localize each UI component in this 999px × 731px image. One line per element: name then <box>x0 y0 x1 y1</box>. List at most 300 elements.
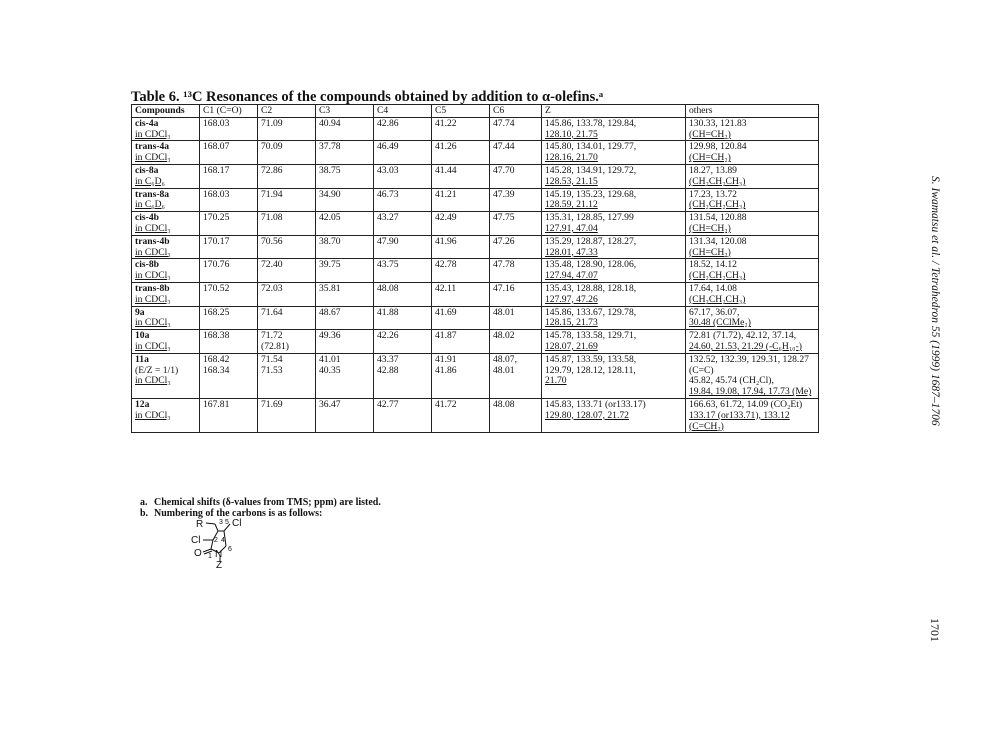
structure-label: R <box>196 519 204 530</box>
c2-cell <box>258 398 316 432</box>
solvent: in CDCl₃ <box>135 246 171 258</box>
c3-cell-line: 38.75 <box>319 164 341 176</box>
c4-cell <box>374 398 432 432</box>
compound-cell <box>132 212 200 236</box>
z-cell-line: 127.97, 47.26 <box>545 293 598 305</box>
solvent: in CDCl₃ <box>135 375 171 387</box>
c3-cell-line: 34.90 <box>319 188 341 200</box>
z-cell <box>542 282 686 306</box>
z-cell-line: 145.87, 133.59, 133.58, <box>545 353 637 365</box>
c6-cell <box>490 306 542 330</box>
z-cell <box>542 235 686 259</box>
c6-cell <box>490 259 542 283</box>
c3-cell-line: 38.70 <box>319 235 341 247</box>
column-header: others <box>686 105 819 118</box>
c5-cell-line: 41.87 <box>435 330 457 342</box>
c3-cell <box>316 353 374 398</box>
c4-cell-line: 42.88 <box>377 364 399 376</box>
others-cell <box>686 212 819 236</box>
others-cell-line: 67.17, 36.07, <box>689 306 740 318</box>
table-row <box>132 235 819 259</box>
c5-cell <box>432 212 490 236</box>
c4-cell <box>374 306 432 330</box>
others-cell-line: 131.54, 120.88 <box>689 212 747 224</box>
z-cell-line: 145.86, 133.67, 129.78, <box>545 306 637 318</box>
table-header-row <box>132 105 819 118</box>
c5-cell <box>432 330 490 354</box>
c3-cell-line: 42.05 <box>319 212 341 224</box>
c2-cell <box>258 259 316 283</box>
z-cell <box>542 398 686 432</box>
others-cell <box>686 398 819 432</box>
c4-cell <box>374 188 432 212</box>
compound-name: trans-4b <box>135 235 170 247</box>
c6-cell <box>490 282 542 306</box>
c1-cell-line: 170.17 <box>203 235 230 247</box>
solvent: in C₆D₆ <box>135 199 165 211</box>
c4-cell <box>374 164 432 188</box>
others-cell <box>686 188 819 212</box>
compound-name: trans-8a <box>135 188 170 200</box>
c3-cell <box>316 212 374 236</box>
others-cell <box>686 353 819 398</box>
c6-cell-line: 48.01 <box>493 306 515 318</box>
solvent: in CDCl₃ <box>135 340 171 352</box>
column-header: Compounds <box>132 105 200 118</box>
z-cell-line: 128.15, 21.73 <box>545 317 598 329</box>
c4-cell-line: 46.49 <box>377 141 399 153</box>
c1-cell <box>200 306 258 330</box>
z-cell-line: 145.19, 135.23, 129.68, <box>545 188 637 200</box>
c1-cell-line: 168.42 <box>203 353 230 365</box>
c4-cell-line: 43.27 <box>377 212 399 224</box>
c6-cell <box>490 164 542 188</box>
c5-cell-line: 41.86 <box>435 364 457 376</box>
compound-cell <box>132 282 200 306</box>
c1-cell-line: 168.03 <box>203 117 230 129</box>
table-row <box>132 164 819 188</box>
c4-cell-line: 47.90 <box>377 235 399 247</box>
c5-cell <box>432 259 490 283</box>
c1-cell <box>200 188 258 212</box>
c6-cell-line: 47.70 <box>493 164 515 176</box>
structure-label: 3 <box>219 519 223 526</box>
c4-cell-line: 42.26 <box>377 330 399 342</box>
c4-cell <box>374 330 432 354</box>
footnote-a: Chemical shifts (δ-values from TMS; ppm) are listed. <box>154 497 381 508</box>
others-cell-line: 24.60, 21.53, 21.29 (-C₆H₁₀-) <box>689 340 802 352</box>
c1-cell-line: 168.25 <box>203 306 230 318</box>
c1-cell-line: 168.03 <box>203 188 230 200</box>
solvent: in CDCl₃ <box>135 270 171 282</box>
z-cell-line: 21.70 <box>545 375 567 387</box>
structure-label: N <box>215 549 223 560</box>
c2-cell <box>258 164 316 188</box>
c6-cell-line: 47.78 <box>493 259 515 271</box>
c2-cell <box>258 117 316 141</box>
c3-cell <box>316 398 374 432</box>
c1-cell <box>200 330 258 354</box>
c1-cell-line: 168.17 <box>203 164 230 176</box>
c5-cell-line: 41.69 <box>435 306 457 318</box>
c5-cell-line: 41.21 <box>435 188 457 200</box>
structure-label: O <box>194 548 202 559</box>
others-cell <box>686 306 819 330</box>
column-header: C6 <box>490 105 542 118</box>
table-title: Table 6. ¹³C Resonances of the compounds obtained by addition to α-olefins.ᵃ <box>131 89 604 105</box>
others-cell-line: (CH=CH₂) <box>689 222 731 234</box>
z-cell-line: 145.83, 133.71 (or133.17) <box>545 398 646 410</box>
c4-cell <box>374 212 432 236</box>
c6-cell-line: 48.08 <box>493 398 515 410</box>
others-cell-line: 130.33, 121.83 <box>689 117 747 129</box>
others-cell <box>686 117 819 141</box>
c2-cell-line: 71.72 <box>261 330 283 342</box>
c3-cell <box>316 306 374 330</box>
footnote-b: Numbering of the carbons is as follows: <box>154 508 323 519</box>
c3-cell <box>316 259 374 283</box>
z-cell-line: 128.10, 21.75 <box>545 128 598 140</box>
c4-cell-line: 46.73 <box>377 188 399 200</box>
table-row <box>132 212 819 236</box>
z-cell-line: 145.28, 134.91, 129.72, <box>545 164 637 176</box>
compound-cell <box>132 259 200 283</box>
others-cell-line: 18.52, 14.12 <box>689 259 737 271</box>
z-cell-line: 129.80, 128.07, 21.72 <box>545 409 629 421</box>
z-cell <box>542 188 686 212</box>
c3-cell-line: 39.75 <box>319 259 341 271</box>
c5-cell-line: 41.91 <box>435 353 457 365</box>
z-cell-line: 129.79, 128.12, 128.11, <box>545 364 636 376</box>
c5-cell-line: 41.96 <box>435 235 457 247</box>
c5-cell <box>432 353 490 398</box>
c5-cell-line: 41.22 <box>435 117 457 129</box>
c6-cell-line: 47.75 <box>493 212 515 224</box>
c5-cell <box>432 141 490 165</box>
z-cell-line: 128.16, 21.70 <box>545 152 598 164</box>
c4-cell-line: 43.03 <box>377 164 399 176</box>
c2-cell <box>258 353 316 398</box>
c6-cell <box>490 117 542 141</box>
table-row <box>132 282 819 306</box>
c2-cell-line: (72.81) <box>261 340 289 352</box>
c2-cell-line: 72.86 <box>261 164 283 176</box>
others-cell-line: (CH=CH₂) <box>689 128 731 140</box>
c6-cell <box>490 235 542 259</box>
c6-cell-line: 47.39 <box>493 188 515 200</box>
z-cell-line: 135.48, 128.90, 128.06, <box>545 259 637 271</box>
c2-cell <box>258 235 316 259</box>
others-cell-line: (CH=CH₂) <box>689 152 731 164</box>
solvent: (E/Z = 1/1) <box>135 364 179 376</box>
compound-cell <box>132 141 200 165</box>
c4-cell-line: 41.88 <box>377 306 399 318</box>
z-cell-line: 145.80, 134.01, 129.77, <box>545 141 637 153</box>
z-cell-line: 135.43, 128.88, 128.18, <box>545 282 637 294</box>
z-cell-line: 128.07, 21.69 <box>545 340 598 352</box>
compound-cell <box>132 330 200 354</box>
page-number: 1701 <box>928 618 942 642</box>
compound-name: trans-8b <box>135 282 170 294</box>
structure-label: Z <box>216 560 223 568</box>
compound-name: cis-8b <box>135 259 159 271</box>
c1-cell-line: 170.25 <box>203 212 230 224</box>
c6-cell-line: 48.01 <box>493 364 515 376</box>
solvent: in CDCl₃ <box>135 317 171 329</box>
others-cell-line: 17.23, 13.72 <box>689 188 737 200</box>
compound-cell <box>132 398 200 432</box>
c5-cell-line: 42.11 <box>435 282 457 294</box>
c1-cell <box>200 259 258 283</box>
c2-cell-line: 71.09 <box>261 117 283 129</box>
table-row <box>132 141 819 165</box>
solvent: in C₆D₆ <box>135 175 165 187</box>
c3-cell-line: 35.81 <box>319 282 341 294</box>
c2-cell-line: 70.09 <box>261 141 283 153</box>
c3-cell-line: 37.78 <box>319 141 341 153</box>
z-cell-line: 128.59, 21.12 <box>545 199 598 211</box>
others-cell-line: 132.52, 132.39, 129.31, 128.27 (C=C) <box>689 353 809 376</box>
structure-label: Cl <box>232 518 242 529</box>
structure-label: 6 <box>228 546 232 553</box>
column-header: C4 <box>374 105 432 118</box>
c2-cell <box>258 330 316 354</box>
z-cell <box>542 212 686 236</box>
c1-cell-line: 170.52 <box>203 282 230 294</box>
c4-cell <box>374 353 432 398</box>
c3-cell-line: 48.67 <box>319 306 341 318</box>
z-cell-line: 135.29, 128.87, 128.27, <box>545 235 637 247</box>
table-row <box>132 353 819 398</box>
others-cell <box>686 235 819 259</box>
journal-reference: S. Iwamatsu et al. / Tetrahedron 55 (1999) 1687–1706 <box>929 176 941 426</box>
c6-cell <box>490 330 542 354</box>
c3-cell-line: 40.35 <box>319 364 341 376</box>
c2-cell-line: 71.08 <box>261 212 283 224</box>
others-cell-line: 72.81 (71.72), 42.12, 37.14, <box>689 330 797 342</box>
c1-cell <box>200 353 258 398</box>
c3-cell-line: 36.47 <box>319 398 341 410</box>
c3-cell-line: 40.94 <box>319 117 341 129</box>
c4-cell <box>374 282 432 306</box>
c6-cell-line: 47.74 <box>493 117 515 129</box>
carbon-numbering-structure <box>186 518 266 568</box>
compound-cell <box>132 117 200 141</box>
c5-cell <box>432 188 490 212</box>
table-row <box>132 306 819 330</box>
compound-cell <box>132 235 200 259</box>
others-cell-line: 45.82, 45.74 (CH₂Cl), <box>689 375 774 387</box>
c6-cell <box>490 398 542 432</box>
z-cell <box>542 141 686 165</box>
solvent: in CDCl₃ <box>135 128 171 140</box>
solvent: in CDCl₃ <box>135 409 171 421</box>
c5-cell-line: 41.26 <box>435 141 457 153</box>
c2-cell <box>258 141 316 165</box>
others-cell <box>686 259 819 283</box>
c1-cell-line: 168.34 <box>203 364 230 376</box>
c2-cell <box>258 282 316 306</box>
c6-cell-line: 47.16 <box>493 282 515 294</box>
table-row <box>132 188 819 212</box>
table-row <box>132 398 819 432</box>
compound-name: 11a <box>135 353 149 365</box>
c4-cell-line: 48.08 <box>377 282 399 294</box>
c1-cell-line: 170.76 <box>203 259 230 271</box>
solvent: in CDCl₃ <box>135 293 171 305</box>
c5-cell <box>432 398 490 432</box>
compound-name: cis-4b <box>135 212 159 224</box>
c1-cell <box>200 141 258 165</box>
c3-cell-line: 41.01 <box>319 353 341 365</box>
c5-cell <box>432 306 490 330</box>
z-cell <box>542 306 686 330</box>
column-header: C2 <box>258 105 316 118</box>
c2-cell-line: 71.64 <box>261 306 283 318</box>
compound-cell <box>132 164 200 188</box>
z-cell <box>542 164 686 188</box>
others-cell-line: (CH₂CH₂CH₃) <box>689 293 746 305</box>
c2-cell-line: 71.94 <box>261 188 283 200</box>
compound-name: 12a <box>135 398 150 410</box>
compound-name: 10a <box>135 330 150 342</box>
c2-cell <box>258 306 316 330</box>
c2-cell <box>258 212 316 236</box>
others-cell-line: 19.84, 19.08, 17.94, 17.73 (Me) <box>689 386 812 398</box>
c6-cell-line: 47.26 <box>493 235 515 247</box>
z-cell <box>542 117 686 141</box>
c2-cell-line: 72.40 <box>261 259 283 271</box>
c2-cell-line: 71.53 <box>261 364 283 376</box>
c3-cell <box>316 188 374 212</box>
c4-cell-line: 43.75 <box>377 259 399 271</box>
footnotes <box>140 497 381 519</box>
c2-cell-line: 70.56 <box>261 235 283 247</box>
column-header: C1 (C=O) <box>200 105 258 118</box>
c6-cell <box>490 141 542 165</box>
c2-cell-line: 72.03 <box>261 282 283 294</box>
others-cell <box>686 141 819 165</box>
structure-label: 2 <box>214 537 218 544</box>
table-row <box>132 117 819 141</box>
compound-name: 9a <box>135 306 145 318</box>
compound-name: cis-4a <box>135 117 159 129</box>
c1-cell <box>200 235 258 259</box>
c3-cell <box>316 117 374 141</box>
c13-resonance-table <box>131 104 819 433</box>
c2-cell-line: 71.54 <box>261 353 283 365</box>
z-cell <box>542 259 686 283</box>
compound-name: trans-4a <box>135 141 170 153</box>
z-cell-line: 127.91, 47.04 <box>545 222 598 234</box>
compound-cell <box>132 353 200 398</box>
compound-name: cis-8a <box>135 164 159 176</box>
c1-cell <box>200 212 258 236</box>
c3-cell <box>316 164 374 188</box>
others-cell-line: (CH₂CH₂CH₃) <box>689 270 746 282</box>
c4-cell <box>374 141 432 165</box>
c5-cell-line: 41.72 <box>435 398 457 410</box>
c3-cell-line: 49.36 <box>319 330 341 342</box>
others-cell-line: (CH₂CH₂CH₃) <box>689 199 746 211</box>
c6-cell-line: 48.07, <box>493 353 517 365</box>
c5-cell-line: 42.78 <box>435 259 457 271</box>
c1-cell <box>200 117 258 141</box>
c4-cell <box>374 259 432 283</box>
others-cell-line: 18.27, 13.89 <box>689 164 737 176</box>
structure-label: 4 <box>221 537 225 544</box>
column-header: C5 <box>432 105 490 118</box>
others-cell <box>686 164 819 188</box>
structure-label: 5 <box>225 519 229 526</box>
others-cell-line: 17.64, 14.08 <box>689 282 737 294</box>
c1-cell <box>200 398 258 432</box>
c6-cell-line: 47.44 <box>493 141 515 153</box>
z-cell <box>542 330 686 354</box>
c6-cell <box>490 188 542 212</box>
column-header: Z <box>542 105 686 118</box>
z-cell-line: 135.31, 128.85, 127.99 <box>545 212 634 224</box>
c2-cell-line: 71.69 <box>261 398 283 410</box>
footnote-a-mark: a. <box>140 497 148 508</box>
c2-cell <box>258 188 316 212</box>
c4-cell <box>374 235 432 259</box>
structure-label: 1 <box>208 553 212 560</box>
z-cell-line: 128.01, 47.33 <box>545 246 598 258</box>
z-cell-line: 145.86, 133.78, 129.84, <box>545 117 637 129</box>
c1-cell-line: 168.38 <box>203 330 230 342</box>
c1-cell-line: 168.07 <box>203 141 230 153</box>
z-cell-line: 127.94, 47.07 <box>545 270 598 282</box>
c5-cell <box>432 164 490 188</box>
c4-cell-line: 42.86 <box>377 117 399 129</box>
c6-cell <box>490 212 542 236</box>
compound-cell <box>132 188 200 212</box>
c6-cell <box>490 353 542 398</box>
z-cell-line: 128.53, 21.15 <box>545 175 598 187</box>
z-cell <box>542 353 686 398</box>
c4-cell-line: 42.77 <box>377 398 399 410</box>
z-cell-line: 145.78, 133.58, 129.71, <box>545 330 637 342</box>
c5-cell <box>432 235 490 259</box>
others-cell-line: 131.34, 120.08 <box>689 235 747 247</box>
c5-cell <box>432 117 490 141</box>
c3-cell <box>316 282 374 306</box>
c1-cell <box>200 164 258 188</box>
others-cell-line: 166.63, 61.72, 14.09 (CO₂Et) <box>689 398 803 410</box>
others-cell-line: 129.98, 120.84 <box>689 141 747 153</box>
c3-cell <box>316 330 374 354</box>
c3-cell <box>316 235 374 259</box>
column-header: C3 <box>316 105 374 118</box>
c1-cell <box>200 282 258 306</box>
solvent: in CDCl₃ <box>135 222 171 234</box>
others-cell <box>686 330 819 354</box>
c4-cell <box>374 117 432 141</box>
c1-cell-line: 167.81 <box>203 398 230 410</box>
c6-cell-line: 48.02 <box>493 330 515 342</box>
table-row <box>132 330 819 354</box>
c5-cell <box>432 282 490 306</box>
table-row <box>132 259 819 283</box>
c5-cell-line: 41.44 <box>435 164 457 176</box>
others-cell-line: (CH=CH₂) <box>689 246 731 258</box>
footnote-b-mark: b. <box>140 508 149 519</box>
others-cell-line: (CH₂CH₂CH₃) <box>689 175 746 187</box>
compound-cell <box>132 306 200 330</box>
others-cell <box>686 282 819 306</box>
structure-label: Cl <box>191 535 201 546</box>
